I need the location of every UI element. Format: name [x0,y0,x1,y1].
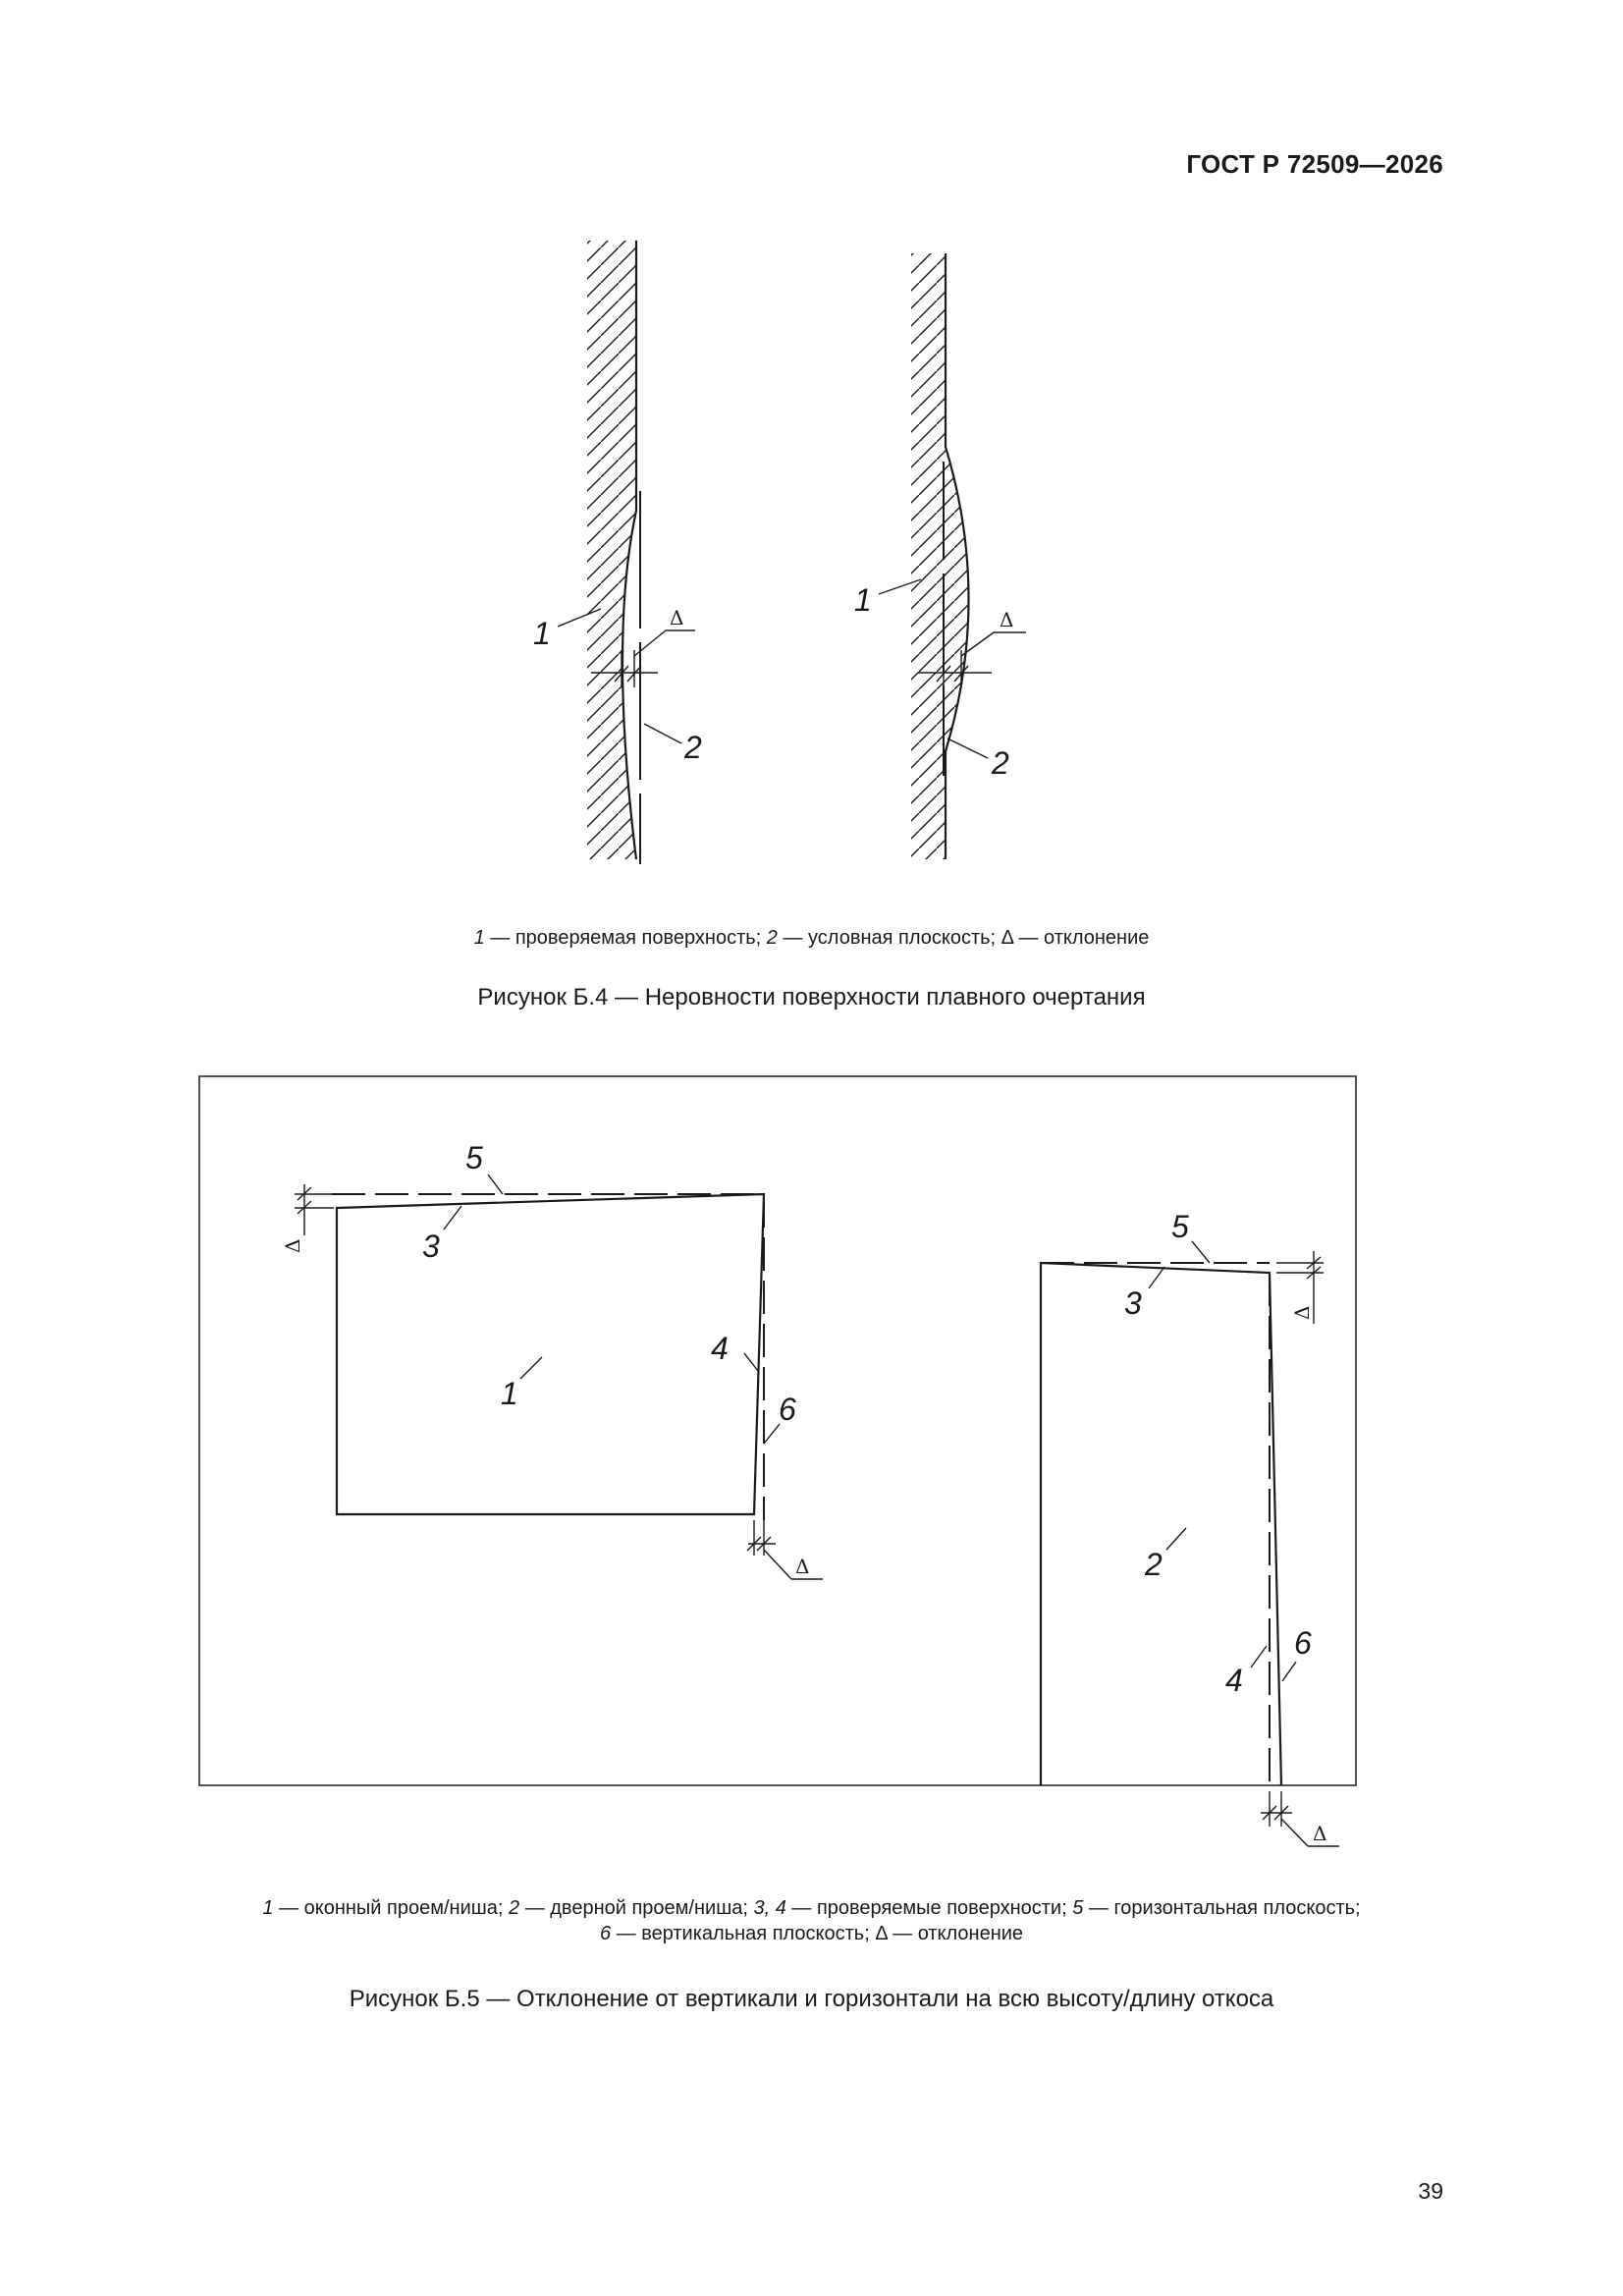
fig-b4-legend-num-1: 1 [473,927,485,949]
fig-b5-legend-text-34: — проверяемые поверхности; [785,1897,1073,1919]
fig-b5-window-outline [337,1194,764,1514]
fig-b5-frame [199,1076,1356,1785]
fig-b4-legend-text-2: — условная плоскость; [777,927,1001,949]
fig-b4-legend [0,925,1623,951]
fig-b5-window-leader-6 [764,1424,780,1444]
fig-b4-right-wall [911,253,985,859]
fig-b5-door-leader-3 [1149,1267,1164,1288]
fig-b5-window-delta-top-label: Δ [281,1238,304,1253]
fig-b5-door-leader-5 [1192,1241,1210,1263]
fig-b5-window-label-5: 5 [465,1140,483,1175]
fig-b5-legend-line-2 [0,1921,1623,1946]
fig-b5-window-leader-1 [520,1357,542,1379]
fig-b5-window-delta-top-mark [295,1184,334,1235]
fig-b5-door-leader-4 [1251,1646,1267,1667]
fig-b5-window-delta-bottom-mark [747,1520,823,1579]
fig-b5-legend-line-1 [0,1895,1623,1921]
fig-b5-door-label-2: 2 [1145,1547,1163,1582]
fig-b5-legend-text-1: — оконный проем/ниша; [273,1897,510,1919]
fig-b5-legend-text-6: — вертикальная плоскость; Δ — отклонение [611,1923,1024,1944]
fig-b5-window-leader-3 [444,1206,461,1230]
page-number: 39 [1418,2178,1443,2204]
fig-b4-right-label-2: 2 [992,745,1009,781]
fig-b5-window-label-4: 4 [711,1331,729,1366]
fig-b4-legend-num-2: 2 [766,927,778,949]
fig-b4-right-delta-label: Δ [1000,608,1014,631]
fig-b5-window-leader-5 [488,1175,503,1194]
fig-b4-left-leader-2 [644,724,681,743]
fig-b5-window-label-1: 1 [501,1376,518,1411]
fig-b5-door-delta-bottom-label: Δ [1313,1822,1327,1845]
fig-b4-legend-text-1: — проверяемая поверхность; [484,927,767,949]
fig-b4-right-leader-2 [947,738,988,758]
fig-b5-door-label-4: 4 [1225,1663,1243,1698]
fig-b5-legend-text-2: — дверной проем/ниша; [519,1897,754,1919]
fig-b5-legend-num-1: 1 [262,1897,274,1919]
fig-b5-legend-text-5: — горизонтальная плоскость; [1083,1897,1361,1919]
fig-b5-legend-num-6: 6 [599,1923,612,1944]
fig-b5-door-outline [1041,1263,1281,1785]
fig-b4-caption: Рисунок Б.4 — Неровности поверхности плавного очертания [477,984,1146,1011]
fig-b5-caption: Рисунок Б.5 — Отклонение от вертикали и горизонтали на всю высоту/длину откоса [349,1986,1274,2012]
fig-b5-legend-num-34: 3, 4 [753,1897,786,1919]
fig-b5-window-delta-bottom-label: Δ [795,1555,810,1578]
fig-b5-door-label-5: 5 [1171,1209,1189,1244]
fig-b4-legend-text-3: Δ — отклонение [1001,927,1150,949]
fig-b5-legend [0,1895,1623,1946]
fig-b5-legend-num-2: 2 [509,1897,520,1919]
fig-b5-door-leader-6 [1282,1662,1296,1681]
fig-b4-left-delta-label: Δ [670,606,684,629]
fig-b5-door-label-3: 3 [1124,1285,1142,1321]
fig-b5-window-leader-4 [744,1353,758,1371]
fig-b5-door-label-6: 6 [1294,1625,1312,1661]
document-header: ГОСТ Р 72509—2026 [1186,149,1443,179]
fig-b4-left-label-2: 2 [684,730,702,765]
fig-b5-window-label-3: 3 [422,1229,440,1264]
fig-b4-left-label-1: 1 [533,616,551,651]
fig-b5-door-delta-right-label: Δ [1290,1305,1314,1320]
fig-b5-door-delta-bottom-mark [1261,1791,1339,1846]
fig-b5-door-leader-2 [1166,1528,1186,1550]
fig-b5-window-label-6: 6 [779,1392,796,1427]
fig-b4-right-label-1: 1 [854,582,872,618]
fig-b4-left-wall [587,241,636,859]
fig-b5-legend-num-5: 5 [1072,1897,1084,1919]
